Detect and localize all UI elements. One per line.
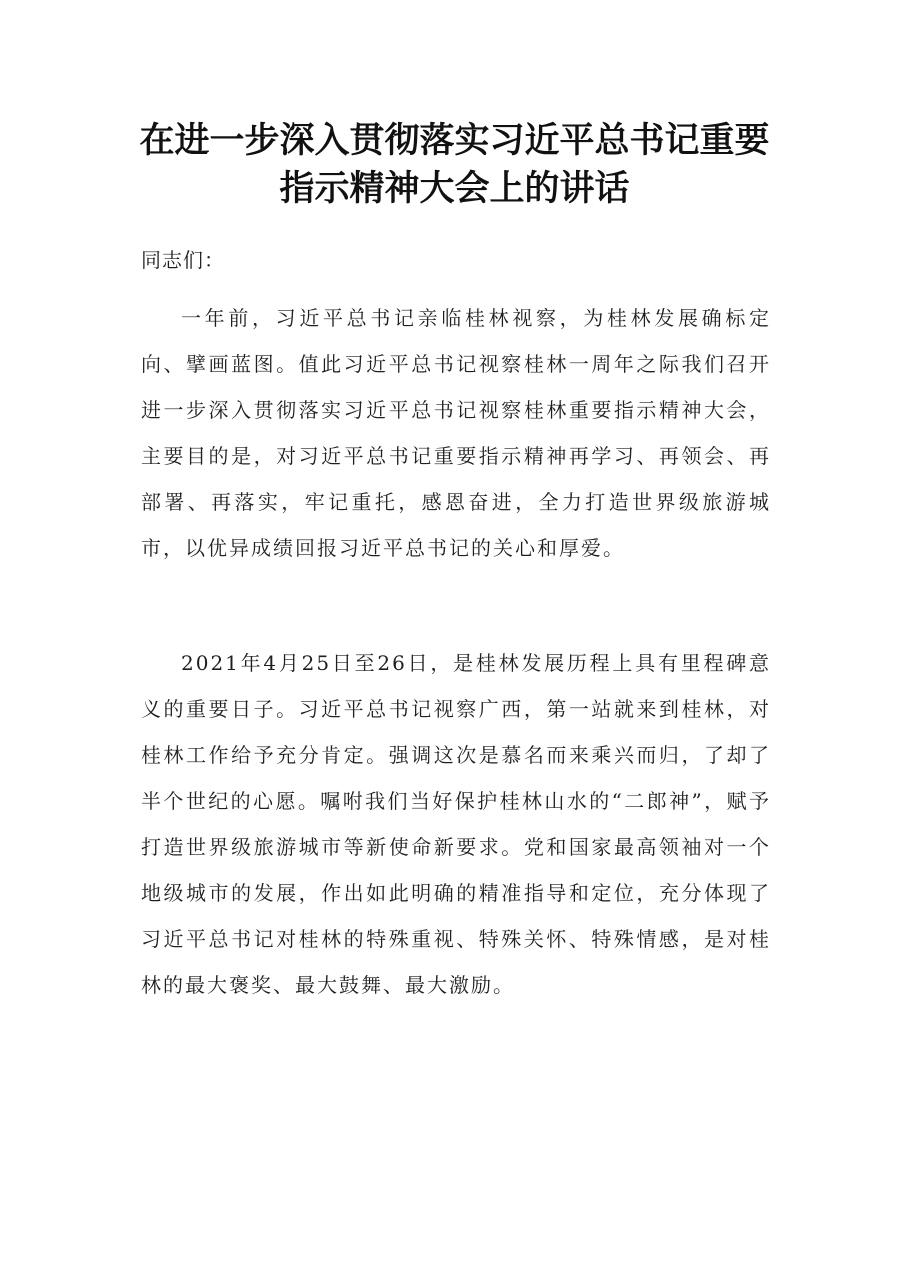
greeting: 同志们：: [141, 248, 225, 272]
paragraph-2: 2021年4月25日至26日，是桂林发展历程上具有里程碑意义的重要日子。习近平总书记视察广西，第一站就来到桂林，对桂林工作给予充分肯定。强调这次是慕名而来乘兴而归，了却了半个世纪的心愿。嘱咐我们当好保护桂林山水的“二郎神”，赋予打造世界级旅游城市等新使命新要求。党和国家最高领袖对一个地级城市的发展，作出如此明确的精准指导和定位，充分体现了习近平总书记对桂林的特殊重视、特殊关怀、特殊情感，是对桂林的最大褒奖、最大鼓舞、最大激励。: [141, 651, 771, 997]
paragraph-1: 一年前，习近平总书记亲临桂林视察，为桂林发展确标定向、擘画蓝图。值此习近平总书记视察桂林一周年之际我们召开进一步深入贯彻落实习近平总书记视察桂林重要指示精神大会，主要目的是，对习近平总书记重要指示精神再学习、再领会、再部署、再落实，牢记重托，感恩奋进，全力打造世界级旅游城市，以优异成绩回报习近平总书记的关心和厚爱。: [141, 306, 771, 560]
document-title-line-2: 指示精神大会上的讲话: [279, 169, 630, 209]
document-title-line-1: 在进一步深入贯彻落实习近平总书记重要: [139, 121, 770, 161]
